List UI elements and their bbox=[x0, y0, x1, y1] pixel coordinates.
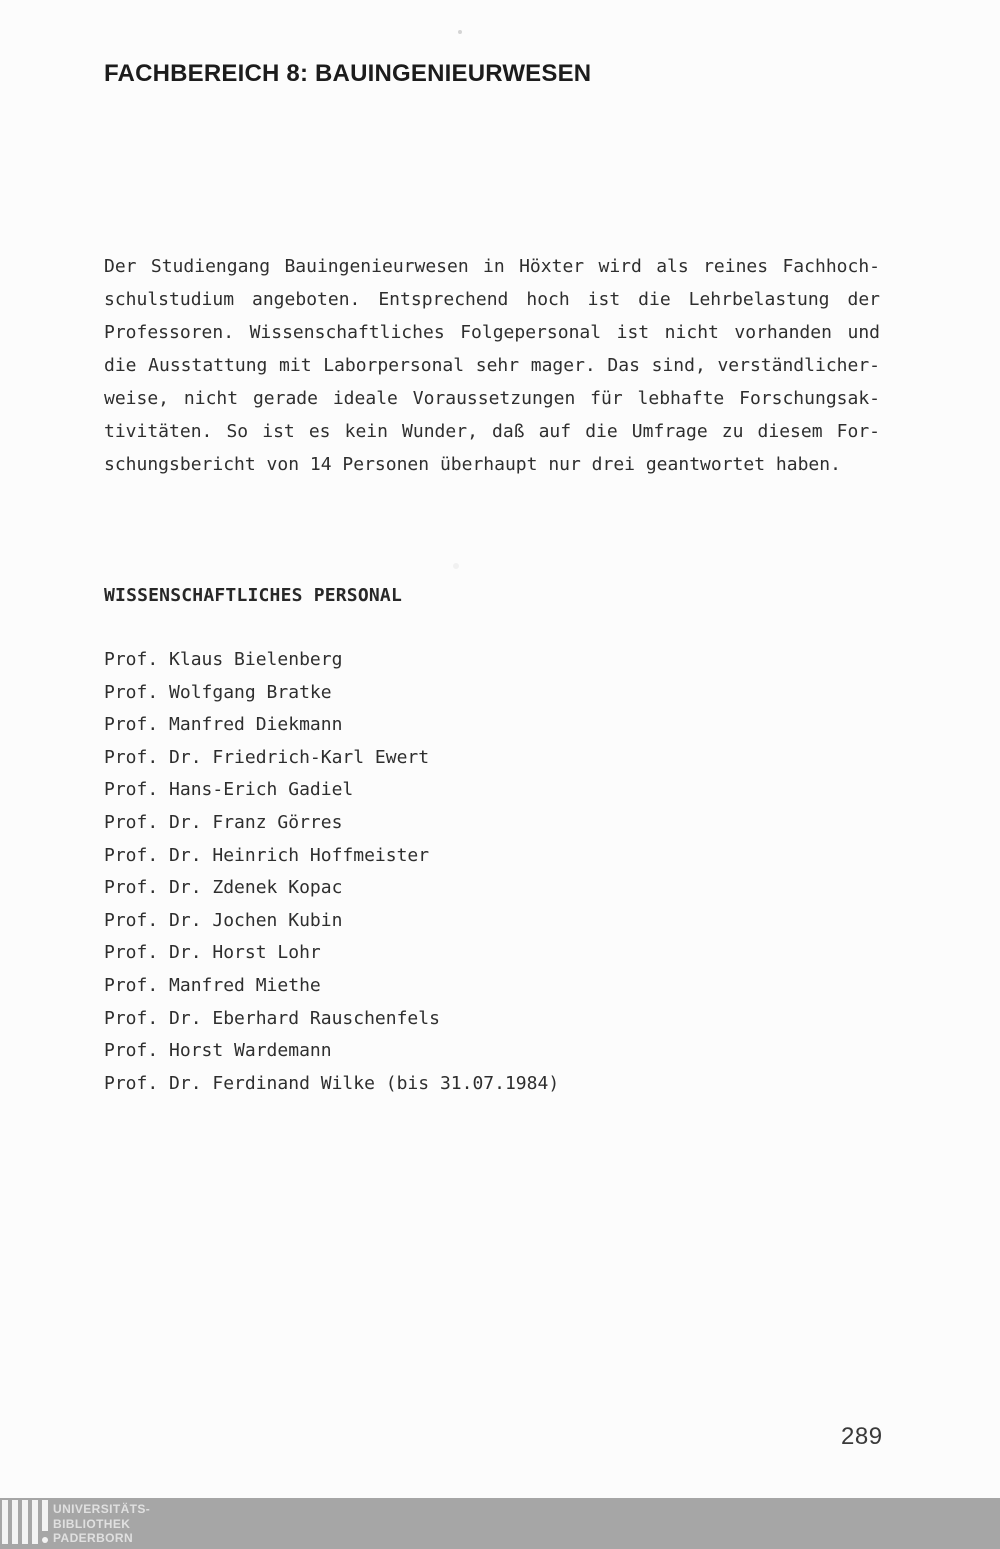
paragraph-line: schungsbericht von 14 Personen überhaupt nur drei geantwortet haben. bbox=[104, 454, 841, 475]
page-title: FACHBEREICH 8: BAUINGENIEURWESEN bbox=[104, 60, 592, 87]
list-item: Prof. Dr. Heinrich Hoffmeister bbox=[104, 844, 430, 866]
list-item: Prof. Dr. Zdenek Kopac bbox=[104, 877, 343, 899]
scan-artifact bbox=[453, 563, 459, 569]
list-item: Prof. Dr. Franz Görres bbox=[104, 811, 343, 833]
section-heading: WISSENSCHAFTLICHES PERSONAL bbox=[104, 585, 402, 606]
list-item: Prof. Horst Wardemann bbox=[104, 1040, 332, 1062]
list-item: Prof. Dr. Jochen Kubin bbox=[104, 909, 343, 931]
stamp-line: PADERBORN bbox=[53, 1531, 134, 1545]
stamp-line: UNIVERSITÄTS- bbox=[53, 1502, 151, 1516]
list-item: Prof. Hans-Erich Gadiel bbox=[104, 779, 354, 801]
stamp-line: BIBLIOTHEK bbox=[53, 1516, 131, 1531]
paragraph-line: tivitäten. So ist es kein Wunder, daß auf die Umfrage zu diesem For- bbox=[104, 421, 880, 442]
intro-paragraph bbox=[104, 250, 880, 481]
library-logo-icon bbox=[2, 1500, 54, 1549]
logo-bar bbox=[32, 1500, 38, 1544]
paragraph-line: weise, nicht gerade ideale Voraussetzungen für lebhafte Forschungsak- bbox=[104, 388, 880, 409]
list-item: Prof. Dr. Ferdinand Wilke (bis 31.07.1984) bbox=[104, 1072, 560, 1094]
paragraph-line: Professoren. Wissenschaftliches Folgepersonal ist nicht vorhanden und bbox=[104, 322, 880, 343]
list-item: Prof. Dr. Friedrich-Karl Ewert bbox=[104, 746, 430, 768]
paragraph-line: schulstudium angeboten. Entsprechend hoch ist die Lehrbelastung der bbox=[104, 289, 880, 310]
paragraph-line: die Ausstattung mit Laborpersonal sehr mager. Das sind, verständlicher- bbox=[104, 355, 880, 376]
page-number: 289 bbox=[841, 1423, 883, 1450]
list-item: Prof. Dr. Horst Lohr bbox=[104, 942, 321, 964]
list-item: Prof. Manfred Miethe bbox=[104, 974, 321, 996]
logo-bar bbox=[12, 1500, 18, 1544]
personnel-list bbox=[104, 644, 559, 1100]
library-banner bbox=[0, 1498, 1000, 1549]
logo-dot bbox=[42, 1537, 48, 1543]
logo-bar bbox=[2, 1500, 8, 1544]
list-item: Prof. Wolfgang Bratke bbox=[104, 681, 332, 703]
list-item: Prof. Manfred Diekmann bbox=[104, 714, 343, 736]
list-item: Prof. Dr. Eberhard Rauschenfels bbox=[104, 1007, 440, 1029]
list-item: Prof. Klaus Bielenberg bbox=[104, 649, 343, 670]
logo-bar bbox=[22, 1500, 28, 1544]
library-stamp-text bbox=[53, 1502, 150, 1546]
scan-artifact bbox=[458, 30, 462, 34]
logo-bar bbox=[42, 1500, 48, 1531]
paragraph-line: Der Studiengang Bauingenieurwesen in Höxter wird als reines Fachhoch- bbox=[104, 256, 880, 277]
